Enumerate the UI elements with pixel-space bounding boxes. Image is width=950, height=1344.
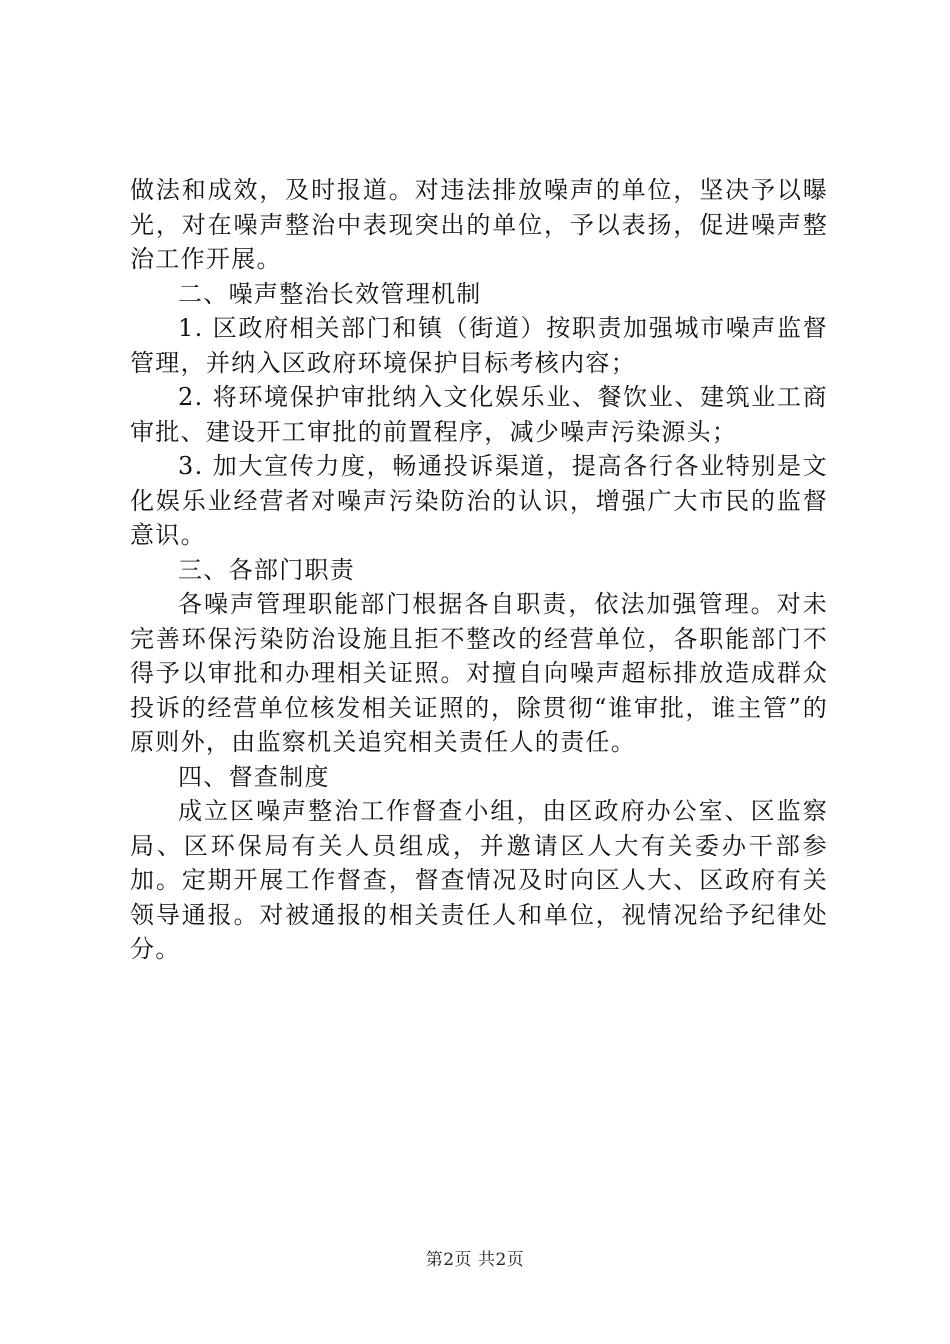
document-body [130,173,828,967]
page-number-footer: 第2页 共2页 [425,1250,525,1270]
section-heading-2: 二、噪声整治长效管理机制 [178,279,482,308]
paragraph-supervision: 成立区噪声整治工作督查小组，由区政府办公室、区监察局、区环保局有关人员组成，并邀请区人大有关委办干部参加。定期开展工作督查，督查情况及时向区人大、区政府有关领导通报。对被通报的相关责任人和单位，视情况给予纪律处分。 [130,797,828,963]
list-item-1: 1. 区政府相关部门和镇（街道）按职责加强城市噪声监督管理，并纳入区政府环境保护目标考核内容； [130,314,828,377]
paragraph-continuation: 做法和成效，及时报道。对违法排放噪声的单位，坚决予以曝光，对在噪声整治中表现突出的单位，予以表扬，促进噪声整治工作开展。 [130,176,828,273]
list-item-3: 3. 加大宣传力度，畅通投诉渠道，提高各行各业特别是文化娱乐业经营者对噪声污染防治的认识，增强广大市民的监督意识。 [130,452,828,549]
list-item-2: 2. 将环境保护审批纳入文化娱乐业、餐饮业、建筑业工商审批、建设开工审批的前置程序，减少噪声污染源头； [130,383,828,446]
section-heading-3: 三、各部门职责 [178,555,356,584]
section-heading-4: 四、督查制度 [178,762,330,791]
paragraph-responsibilities: 各噪声管理职能部门根据各自职责，依法加强管理。对未完善环保污染防治设施且拒不整改的经营单位，各职能部门不得予以审批和办理相关证照。对擅自向噪声超标排放造成群众投诉的经营单位核发相关证照的，除贯彻“谁审批，谁主管”的原则外，由监察机关追究相关责任人的责任。 [130,590,828,756]
